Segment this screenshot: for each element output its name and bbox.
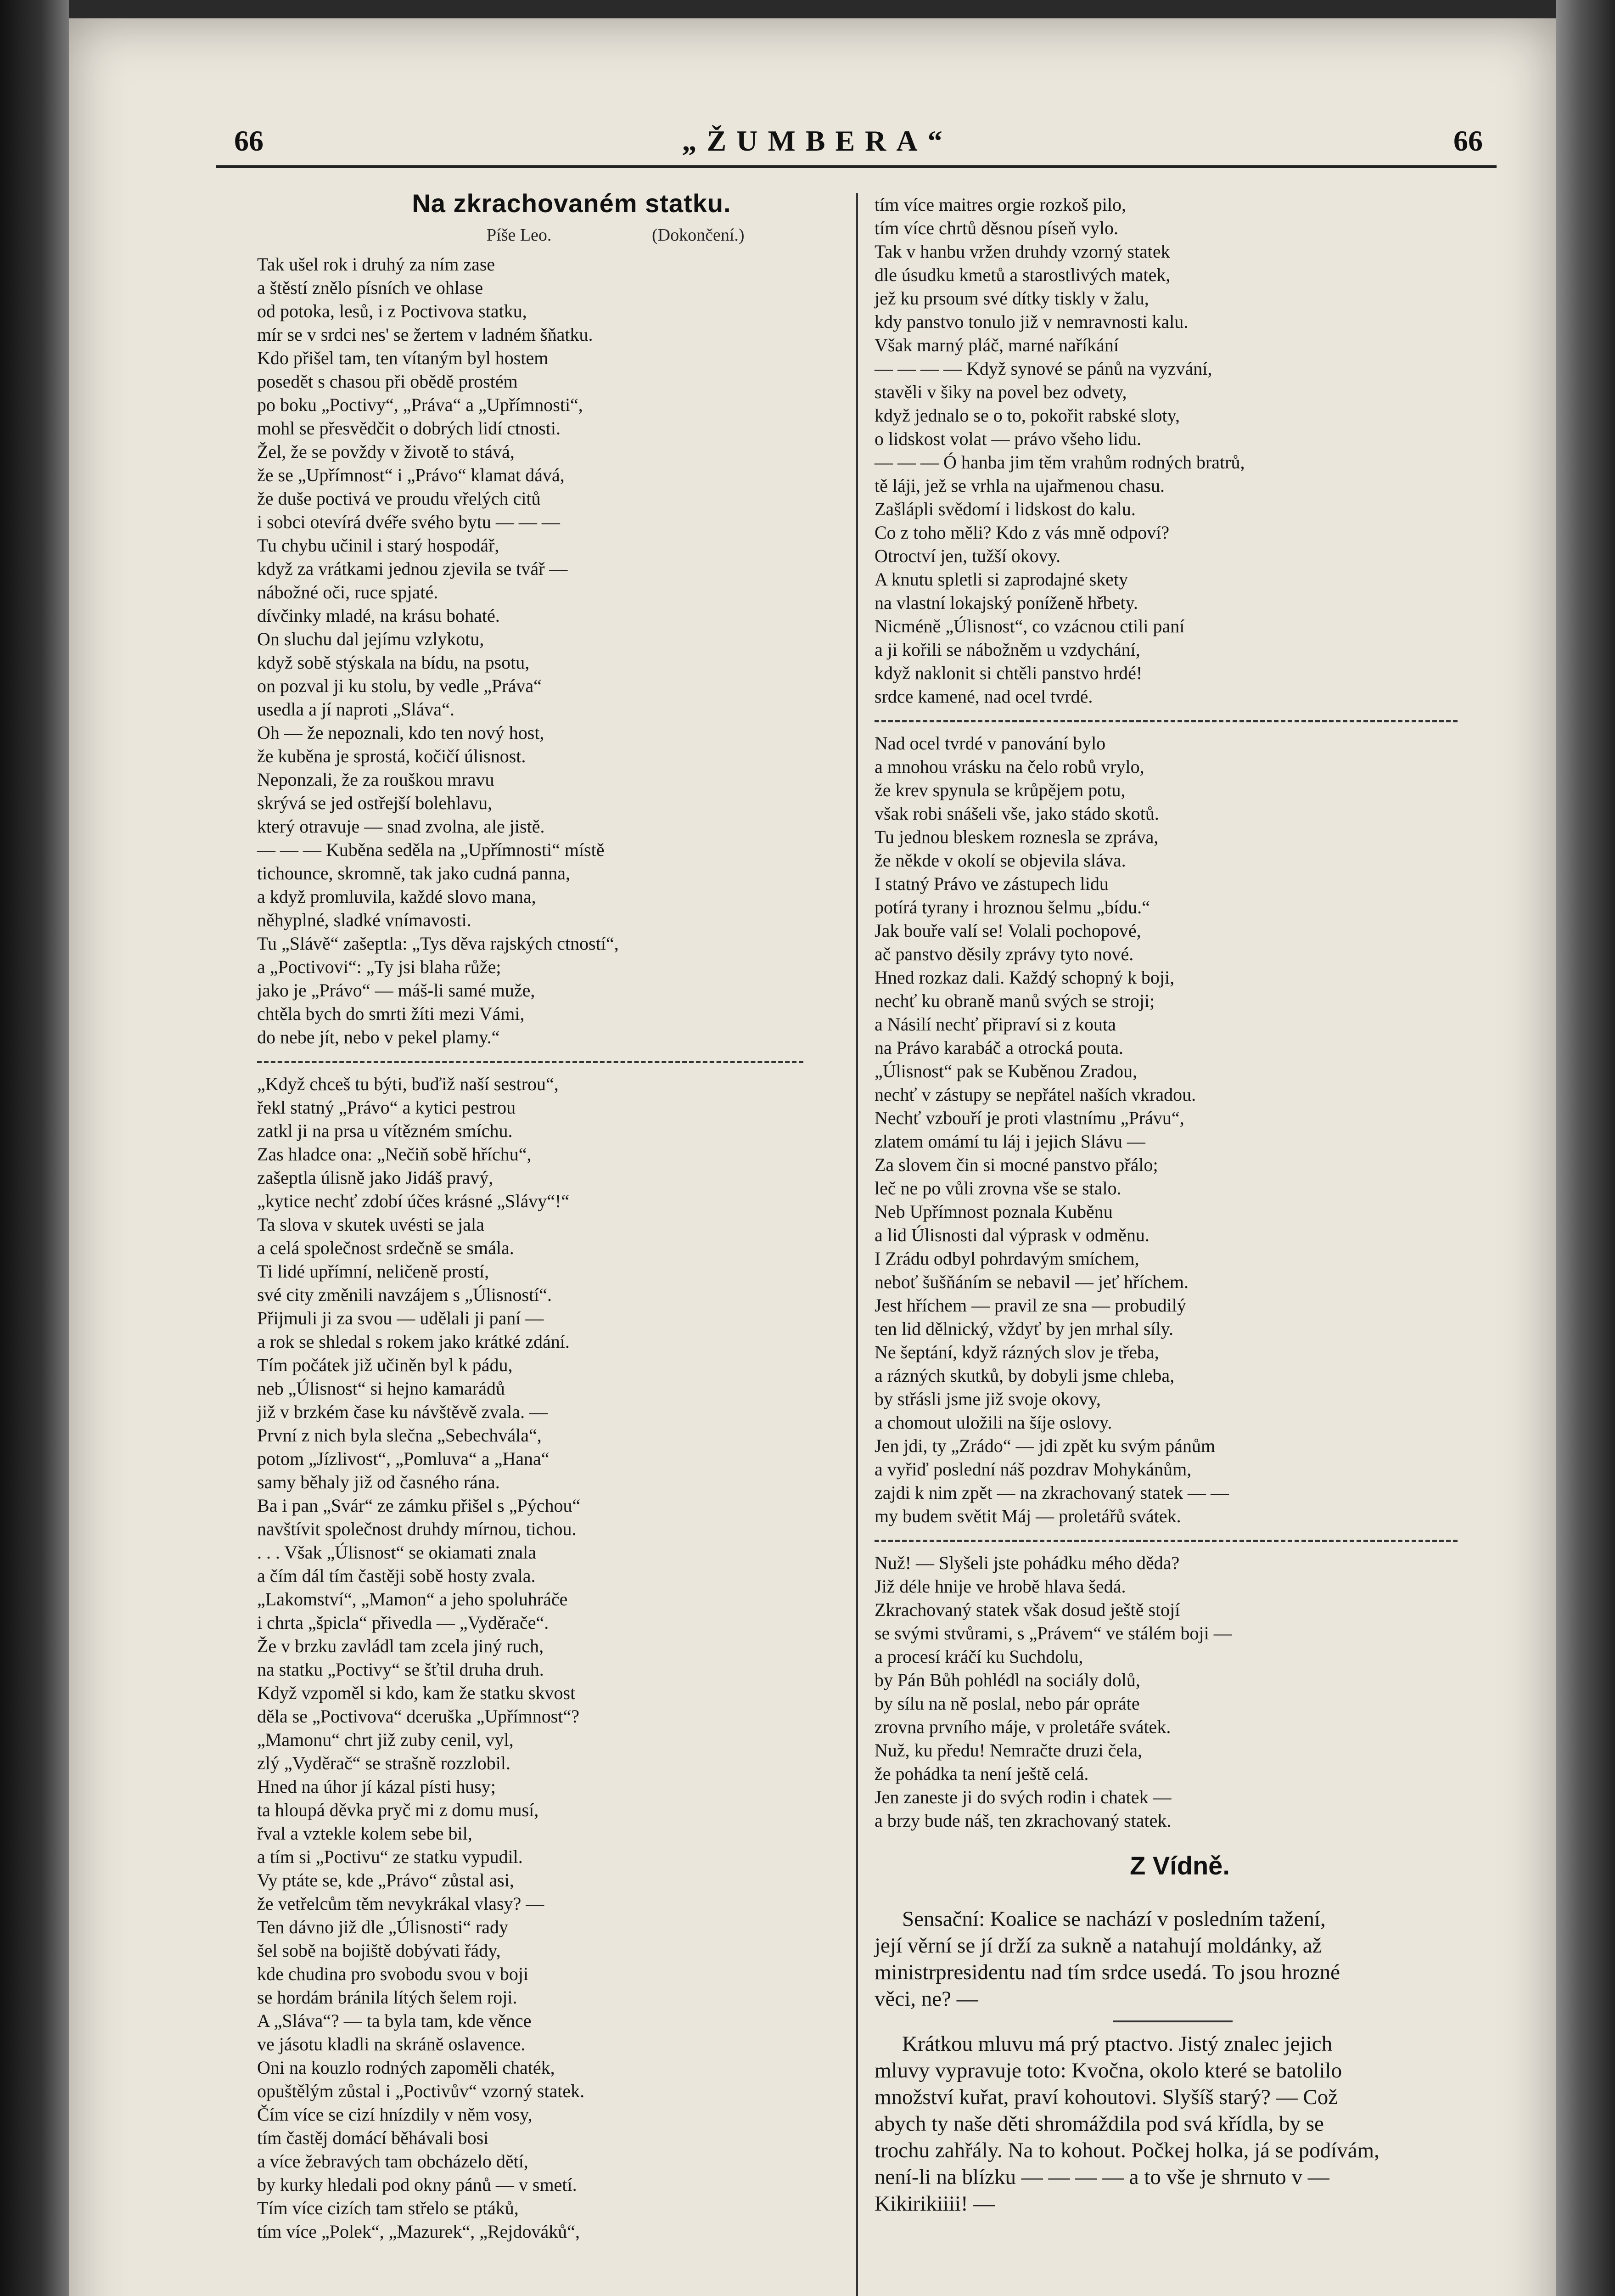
text-line: něhyplné, sladké vnímavosti. — [257, 910, 471, 930]
dashed-separator — [875, 708, 1485, 732]
text-line: Jen zaneste ji do svých rodin i chatek — — [875, 1787, 1172, 1807]
column-right — [875, 193, 1485, 2217]
page-number-right: 66 — [1453, 124, 1483, 157]
text-line: by kurky hledali pod okny pánů — v smetí. — [257, 2174, 577, 2195]
text-line: jež ku prsoum své dítky tiskly v žalu, — [875, 288, 1149, 309]
scan-border-left — [0, 0, 69, 2296]
text-line: neboť šušňáním se nebavil — jeť hříchem. — [875, 1272, 1189, 1292]
text-line: A knutu spletli si zaprodajné skety — [875, 569, 1128, 590]
text-line: a rok se shledal s rokem jako krátké zdání. — [257, 1331, 570, 1352]
text-line: by střásli jsme již svoje okovy, — [875, 1389, 1101, 1409]
text-line: a brzy bude náš, ten zkrachovaný statek. — [875, 1810, 1172, 1831]
text-line: ta hloupá děvka pryč mi z domu musí, — [257, 1800, 539, 1820]
text-line: řekl statný „Právo“ a kytici pestrou — [257, 1097, 516, 1118]
text-line: posedět s chasou při obědě prostém — [257, 371, 518, 392]
text-line: „Lakomství“, „Mamon“ a jeho spoluhráče — [257, 1589, 568, 1609]
text-line: Oh — že nepoznali, kdo ten nový host, — [257, 722, 544, 743]
text-line: potom „Jízlivost“, „Pomluva“ a „Hana“ — [257, 1448, 550, 1469]
text-line: Kikirikiiii! — — [875, 2192, 995, 2216]
text-line: a tím si „Poctivu“ ze statku vypudil. — [257, 1846, 523, 1867]
text-line: který otravuje — snad zvolna, ale jistě. — [257, 816, 545, 837]
text-line: Jak bouře valí se! Volali pochopové, — [875, 920, 1141, 941]
text-line: a více žebravých tam obcházelo dětí, — [257, 2151, 528, 2172]
text-line: Tu chybu učinil i starý hospodář, — [257, 535, 499, 556]
text-line: nábožné oči, ruce spjaté. — [257, 582, 438, 602]
text-line: množství kuřat, praví kohoutovi. Slyšíš starý? — Což — [875, 2085, 1338, 2109]
text-line: mluvy vypravuje toto: Kvočna, okolo které se batolilo — [875, 2059, 1342, 2082]
text-line: Vy ptáte se, kde „Právo“ zůstal asi, — [257, 1870, 514, 1891]
text-line: a celá společnost srdečně se smála. — [257, 1238, 514, 1258]
text-line: že duše poctivá ve proudu vřelých citů — [257, 488, 541, 509]
poem-right — [875, 193, 1485, 1832]
text-line: se svými stvůrami, s „Právem“ ve stálém boji — — [875, 1623, 1232, 1643]
text-line: a když promluvila, každé slovo mana, — [257, 886, 536, 907]
scan-border-right — [1556, 0, 1615, 2296]
text-line: by Pán Bůh pohlédl na sociály dolů, — [875, 1670, 1140, 1690]
text-line: zlý „Vyděrač“ se strašně rozzlobil. — [257, 1753, 510, 1773]
section-title: Z Vídně. — [1130, 1851, 1230, 1880]
text-line: kdy panstvo tonulo již v nemravnosti kalu. — [875, 311, 1189, 332]
text-line: „Když chceš tu býti, buďiž naší sestrou“, — [257, 1074, 559, 1094]
text-line: Tím počátek již učiněn byl k pádu, — [257, 1355, 513, 1375]
text-line: zlatem omámí tu láj i jejich Slávu — — [875, 1131, 1145, 1152]
text-line: do nebe jít, nebo v pekel plamy.“ — [257, 1027, 500, 1047]
text-line: zatkl ji na prsa u vítězném smíchu. — [257, 1120, 513, 1141]
text-line: opuštělým zůstal i „Poctivův“ vzorný statek. — [257, 2081, 585, 2101]
text-line: samy běhaly již od časného rána. — [257, 1472, 500, 1492]
text-line: Sensační: Koalice se nachází v posledním tažení, — [902, 1907, 1326, 1931]
text-line: že se „Upřímnost“ i „Právo“ klamat dává, — [257, 465, 565, 485]
text-line: nechť ku obraně manů svých se stroji; — [875, 990, 1155, 1011]
text-line: zašeptla úlisně jako Jidáš pravý, — [257, 1167, 493, 1188]
text-line: a vyřiď poslední náš pozdrav Mohykánům, — [875, 1459, 1192, 1480]
text-line: Neponzali, že za rouškou mravu — [257, 769, 494, 790]
text-line: tichounce, skromně, tak jako cudná panna, — [257, 863, 570, 884]
text-line: Tu „Slávě“ zašeptla: „Tys děva rajských ctností“, — [257, 933, 619, 954]
text-line: První z nich byla slečna „Sebechvála“, — [257, 1425, 542, 1446]
text-line: on pozval ji ku stolu, by vedle „Práva“ — [257, 675, 542, 696]
text-line: že kuběna je sprostá, kočičí úlisnost. — [257, 746, 526, 766]
text-line: I Zrádu odbyl pohrdavým smíchem, — [875, 1248, 1139, 1269]
text-line: Nuž, ku předu! Nemračte druzi čela, — [875, 1740, 1143, 1761]
text-line: Nicméně „Úlisnost“, co vzácnou ctili paní — [875, 616, 1185, 636]
header-rule — [216, 165, 1497, 168]
text-line: Tak ušel rok i druhý za ním zase — [257, 254, 495, 275]
text-line: Za slovem čin si mocné panstvo přálo; — [875, 1154, 1158, 1175]
text-line: Nechť vzbouří je proti vlastnímu „Právu“, — [875, 1108, 1184, 1128]
text-line: Však marný pláč, marné naříkání — [875, 335, 1119, 355]
section-rule — [875, 2012, 1485, 2031]
text-line: A „Sláva“? — ta byla tam, kde věnce — [257, 2010, 532, 2031]
continuation-note: (Dokončení.) — [652, 225, 745, 245]
text-line: — — — Ó hanba jim těm vrahům rodných bratrů, — [875, 452, 1245, 473]
text-line: On sluchu dal jejímu vzlykotu, — [257, 629, 484, 649]
text-line: „kytice nechť zdobí účes krásné „Slávy“!“ — [257, 1191, 570, 1211]
text-line: Že v brzku zavládl tam zcela jiný ruch, — [257, 1636, 544, 1656]
text-line: šel sobě na bojiště dobývati řády, — [257, 1940, 501, 1961]
text-line: i sobci otevírá dvéře svého bytu — — — — [257, 512, 560, 532]
masthead-title: „ŽUMBERA“ — [682, 124, 953, 157]
text-line: Zas hladce ona: „Nečiň sobě hříchu“, — [257, 1144, 532, 1165]
paragraph-2 — [875, 2031, 1485, 2217]
text-line: řval a vztekle kolem sebe bil, — [257, 1823, 472, 1844]
text-line: neb „Úlisnost“ si hejno kamarádů — [257, 1378, 505, 1399]
text-line: věci, ne? — — [875, 1987, 978, 2011]
text-line: její věrní se jí drží za sukně a natahují moldánky, až — [875, 1934, 1322, 1958]
text-line: již v brzkém čase ku návštěvě zvala. — — [257, 1401, 548, 1422]
text-line: Když vzpoměl si kdo, kam že statku skvost — [257, 1683, 576, 1703]
text-line: tě láji, jež se vrhla na ujařmenou chasu. — [875, 475, 1165, 496]
text-line: Ten dávno již dle „Úlisnosti“ rady — [257, 1917, 509, 1937]
text-line: usedla a jí naproti „Sláva“. — [257, 699, 454, 720]
text-line: tím více „Polek“, „Mazurek“, „Rejdováků“, — [257, 2221, 580, 2242]
text-line: tím více maitres orgie rozkoš pilo, — [875, 194, 1127, 215]
text-line: však robi snášeli vše, jako stádo skotů. — [875, 803, 1159, 824]
byline — [257, 225, 831, 253]
text-line: stavěli v šiky na povel bez odvety, — [875, 382, 1127, 402]
text-line: a rázných skutků, by dobyli jsme chleba, — [875, 1365, 1175, 1386]
text-line: mír se v srdci nes' se žertem v ladném šňatku. — [257, 324, 593, 345]
text-line: Jen jdi, ty „Zrádo“ — jdi zpět ku svým pánům — [875, 1435, 1216, 1456]
text-line: ten lid dělnický, vždyť by jen mrhal síly. — [875, 1318, 1174, 1339]
page-number-left: 66 — [234, 124, 264, 157]
column-left — [257, 188, 831, 2243]
text-line: — — — — Když synové se pánů na vyzvání, — [875, 358, 1212, 379]
text-line: není-li na blízku — — — — a to vše je shrnuto v — — [875, 2165, 1329, 2189]
article-title: Na zkrachovaném statku. — [412, 189, 731, 218]
text-line: a ji kořili se nábožněm u vzdychání, — [875, 639, 1140, 660]
text-line: navštívit společnost druhdy mírnou, tichou. — [257, 1519, 577, 1539]
text-line: Neb Upřímnost poznala Kuběnu — [875, 1201, 1113, 1222]
dashed-separator — [257, 1049, 831, 1072]
text-line: Tu jednou bleskem roznesla se zpráva, — [875, 827, 1159, 847]
text-line: že někde v okolí se objevila sláva. — [875, 850, 1126, 871]
text-line: po boku „Poctivy“, „Práva“ a „Upřímnosti“, — [257, 394, 583, 415]
text-line: od potoka, lesů, i z Poctivova statku, — [257, 301, 527, 321]
text-line: o lidskost volat — právo všeho lidu. — [875, 428, 1142, 449]
text-line: jako je „Právo“ — máš-li samé muže, — [257, 980, 535, 1001]
text-line: Oni na kouzlo rodných zapoměli chaték, — [257, 2057, 555, 2078]
text-line: — — — Kuběna seděla na „Upřímnosti“ místě — [257, 839, 605, 860]
text-line: skrývá se jed ostřejší bolehlavu, — [257, 793, 493, 813]
text-line: a „Poctivovi“: „Ty jsi blaha růže; — [257, 957, 501, 977]
text-line: ve jásotu kladli na skráně oslavence. — [257, 2034, 526, 2054]
text-line: nechť v zástupy se nepřátel naších vkradou. — [875, 1084, 1196, 1105]
page-header — [151, 124, 1483, 165]
text-line: Přijmuli ji za svou — udělali ji paní — — [257, 1308, 544, 1328]
text-line: my budem světit Máj — proletářů svátek. — [875, 1506, 1181, 1526]
text-line: mohl se přesvědčit o dobrých lidí ctnosti. — [257, 418, 561, 439]
text-line: srdce kamené, nad ocel tvrdé. — [875, 686, 1093, 707]
text-line: dívčinky mladé, na krásu bohaté. — [257, 605, 500, 626]
text-line: „Mamonu“ chrt již zuby cenil, vyl, — [257, 1729, 514, 1750]
text-line: Již déle hnije ve hrobě hlava šedá. — [875, 1576, 1126, 1597]
text-line: a Násilí nechť připraví si z kouta — [875, 1014, 1116, 1035]
text-line: se hordám bránila lítých šelem roji. — [257, 1987, 517, 2008]
text-line: Hned na úhor jí kázal písti husy; — [257, 1776, 496, 1797]
text-line: Ti lidé upřímní, neličeně prostí, — [257, 1261, 489, 1282]
text-line: že vetřelcům těm nevykrákal vlasy? — — [257, 1893, 544, 1914]
text-line: ministrpresidentu nad tím srdce usedá. To jsou hrozné — [875, 1960, 1340, 1984]
text-line: své city změnili navzájem s „Úlisností“. — [257, 1284, 552, 1305]
text-line: Tak v hanbu vržen druhdy vzorný statek — [875, 241, 1170, 262]
column-divider — [856, 193, 858, 2296]
text-line: a lid Úlisnosti dal výprask v odměnu. — [875, 1225, 1150, 1245]
text-line: Ba i pan „Svár“ ze zámku přišel s „Pýchou“ — [257, 1495, 581, 1516]
text-line: Čím více se cizí hnízdily v něm vosy, — [257, 2104, 533, 2125]
poem-left — [257, 253, 831, 2243]
text-line: Jest hříchem — pravil ze sna — probudilý — [875, 1295, 1186, 1316]
text-line: a čím dál tím častěji sobě hosty zvala. — [257, 1565, 536, 1586]
text-line: a mnohou vrásku na čelo robů vrylo, — [875, 756, 1144, 777]
text-line: . . . Však „Úlisnost“ se okiamati znala — [257, 1542, 537, 1563]
text-line: Nuž! — Slyšeli jste pohádku mého děda? — [875, 1553, 1180, 1573]
text-line: Ne šeptání, když rázných slov je třeba, — [875, 1342, 1159, 1362]
text-line: chtěla bych do smrti žíti mezi Vámi, — [257, 1003, 525, 1024]
text-line: na statku „Poctivy“ se šťtil druha druh. — [257, 1659, 544, 1680]
text-line: Nad ocel tvrdé v panování bylo — [875, 733, 1106, 754]
text-line: dle úsudku kmetů a starostlivých matek, — [875, 264, 1171, 285]
text-line: trochu zahřály. Na to kohout. Počkej holka, já se podívám, — [875, 2138, 1379, 2162]
text-line: tím častěj domácí běhávali bosi — [257, 2127, 489, 2148]
text-line: Hned rozkaz dali. Každý schopný k boji, — [875, 967, 1175, 988]
text-line: a chomout uložili na šíje oslovy. — [875, 1412, 1112, 1433]
text-line: na vlastní lokajský poníženě hřbety. — [875, 592, 1138, 613]
text-line: tím více chrtů děsnou píseň vylo. — [875, 218, 1119, 238]
text-line: Ta slova v skutek uvésti se jala — [257, 1214, 484, 1235]
text-line: že pohádka ta není ještě celá. — [875, 1763, 1089, 1784]
text-line: I statný Právo ve zástupech lidu — [875, 873, 1109, 894]
text-line: Otroctví jen, tužší okovy. — [875, 546, 1061, 566]
text-line: když sobě stýskala na bídu, na psotu, — [257, 652, 530, 673]
text-line: Tím více cizích tam střelo se ptáků, — [257, 2198, 519, 2218]
text-line: Žel, že se povždy v životě to stává, — [257, 441, 515, 462]
text-line: když za vrátkami jednou zjevila se tvář — — [257, 558, 568, 579]
text-line: Krátkou mluvu má prý ptactvo. Jistý znalec jejich — [902, 2032, 1333, 2056]
text-line: a procesí kráčí ku Suchdolu, — [875, 1646, 1083, 1667]
text-line: „Úlisnost“ pak se Kuběnou Zradou, — [875, 1061, 1138, 1081]
text-line: Zašlápli svědomí i lidskost do kalu. — [875, 499, 1136, 519]
text-line: a štěstí znělo písních ve ohlase — [257, 277, 483, 298]
text-line: na Právo karabáč a otrocká pouta. — [875, 1037, 1123, 1058]
author: Píše Leo. — [487, 225, 552, 245]
dashed-separator — [875, 1528, 1485, 1551]
text-line: ač panstvo děsily zprávy tyto nové. — [875, 944, 1134, 964]
text-line: když jednalo se o to, pokořit rabské sloty, — [875, 405, 1180, 426]
text-line: Zkrachovaný statek však dosud ještě stojí — [875, 1599, 1180, 1620]
text-line: i chrta „špicla“ přivedla — „Vyděrače“. — [257, 1612, 549, 1633]
text-line: Kdo přišel tam, ten vítaným byl hostem — [257, 348, 549, 368]
text-line: abych ty naše děti shromáždila pod svá křídla, by se — [875, 2112, 1324, 2136]
text-line: by sílu na ně poslal, nebo pár opráte — [875, 1693, 1140, 1714]
text-line: Co z toho měli? Kdo z vás mně odpoví? — [875, 522, 1170, 543]
text-line: leč ne po vůli zrovna vše se stalo. — [875, 1178, 1122, 1199]
text-line: když naklonit si chtěli panstvo hrdé! — [875, 663, 1143, 683]
text-line: že krev spynula se krůpějem potu, — [875, 780, 1126, 800]
paragraph-1 — [875, 1906, 1485, 2012]
text-line: děla se „Poctivova“ dceruška „Upřímnost“? — [257, 1706, 579, 1727]
text-line: zrovna prvního máje, v proletáře svátek. — [875, 1716, 1171, 1737]
text-line: potírá tyrany i hroznou šelmu „bídu.“ — [875, 897, 1150, 917]
text-line: zajdi k nim zpět — na zkrachovaný statek — — — [875, 1482, 1229, 1503]
text-line: kde chudina pro svobodu svou v boji — [257, 1964, 529, 1984]
